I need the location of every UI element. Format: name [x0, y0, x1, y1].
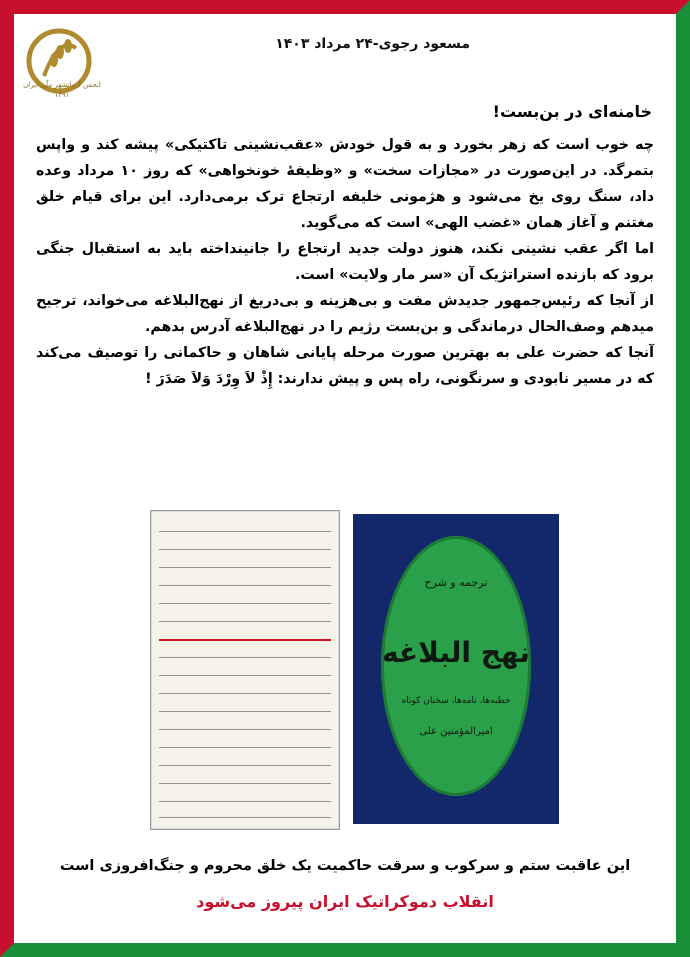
footer-slogan: انقلاب دموکراتیک ایران پیروز می‌شود	[196, 892, 494, 911]
cover-title: نهج البلاغه	[382, 636, 530, 669]
cover-author: امیرالمؤمنین علی	[419, 726, 493, 737]
cover-oval	[381, 536, 531, 796]
paragraph-2: اما اگر عقب نشینی نکند، هنوز دولت جدید ارتجاع را جانینداخته باید به استقبال جنگی برود که بازنده استراتژیک آن «سر مار ولایت» است.	[36, 241, 654, 283]
article-title: خامنه‌ای در بن‌بست!	[492, 102, 652, 121]
logo-caption: انجمن آرمانشهر ملّی ایران ۱۳۹۱	[23, 81, 101, 99]
paragraph-4: آنجا که حضرت علی به بهترین صورت مرحله پایانی شاهان و حاکمانی را توصیف می‌کند که در مسیر نابودی و سرنگونی، راه پس و پیش ندارند: إِذْ لاَ وِرْدَ وَلاَ صَدَرَ !	[36, 345, 654, 387]
paragraph-1: چه خوب است که زهر بخورد و به قول خودش «عقب‌نشینی تاکتیکی» پیشه کند و واپس بتمرگد. در این‌صورت در «مجازات سخت» و «وظیفهٔ خونخواهی» که روز ۱۰ مرداد وعده داد، سنگ روی یخ می‌شود و هژمونی خلیفه ارتجاع ترک برمی‌دارد. این برای قیام خلق مغتنم و آغاز همان «غضب الهی» است که می‌گوید.	[36, 137, 654, 231]
dateline: مسعود رجوی-۲۴ مرداد ۱۴۰۳	[275, 36, 470, 52]
footer-statement: این عاقبت ستم و سرکوب و سرقت حاکمیت یک خلق محروم و جنگ‌افروزی است	[59, 858, 631, 874]
article-body	[36, 132, 654, 392]
nahj-page-scan-image	[150, 510, 340, 830]
nahj-book-cover-image	[353, 514, 559, 824]
paragraph-3: از آنجا که رئیس‌جمهور جدیدش مفت و بی‌هزینه و بی‌دریغ از نهج‌البلاغه می‌خواند، ترجیح میدهم وصف‌الحال درماندگی و بن‌بست رژیم را در نهج‌البلاغه آدرس بدهم.	[36, 293, 654, 335]
cover-top-text: ترجمه و شرح	[424, 576, 488, 589]
cover-subtitle: خطبه‌ها، نامه‌ها، سخنان کوتاه	[401, 696, 511, 706]
